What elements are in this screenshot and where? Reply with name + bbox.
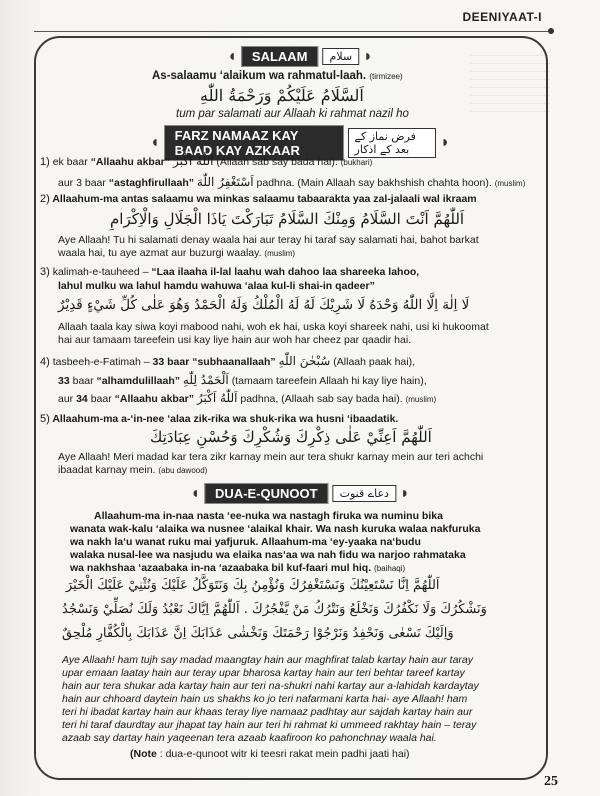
- qunoot-title-urdu: دعاے قنوت: [333, 485, 396, 502]
- qunoot-arabic-1: اَللّٰهُمَّ اِنَّا نَسْتَعِيْنُكَ وَنَسْتَغْفِرُكَ وَنُؤْمِنُ بِكَ وَنَتَوَكَّلُ عَلَيْكَ وَنُثْنِيْ عَلَيْكَ الْخَيْرَ: [66, 578, 440, 593]
- azkaar-item-5-arabic: اَللّٰهُمَّ اَعِنِّيْ عَلٰى ذِكْرِكَ وَشُكْرِكَ وَحُسْنِ عِبَادَتِكَ: [150, 428, 432, 446]
- salaam-arabic: اَلسَّلَامُ عَلَيْكُمْ وَرَحْمَةُ اللّٰهِ: [200, 86, 364, 105]
- qunoot-meaning-6: teri hi taraf daurdtay aur jhapat tay hain aur teri hi rahmat ki ummeed rakhtay hain – teray: [62, 719, 477, 731]
- qunoot-meaning-2: upar emaan laatay hain aur teray upar bharosa kartay hain aur teri behtar tareef kartay: [62, 667, 465, 679]
- azkaar-item-5-meaning1: Aye Allaah! Meri madad kar tera zikr karnay mein aur tera shukr karnay mein aur teri achchi: [58, 451, 484, 463]
- banner-cap-left-icon: ◖: [227, 47, 237, 65]
- azkaar-item-5-translit: 5) Allaahum-ma a-‘in-nee ‘alaa zik-rika wa shuk-rika wa husni ‘ibaadatik.: [40, 413, 399, 425]
- banner-cap-right-icon: ◗: [363, 47, 373, 65]
- azkaar-item-5-meaning2: ibaadat karnay mein. (abu dawood): [58, 464, 208, 476]
- qunoot-meaning-1: Aye Allaah! ham tujh say madad maangtay hain aur maghfirat talab kartay hain aur taray: [62, 654, 473, 666]
- salaam-title-urdu: سلام: [323, 48, 360, 65]
- azkaar-item-4-line1: 4) tasbeeh-e-Fatimah – 33 baar “subhaanallaah” سُبْحٰنَ اللّٰهِ (Allaah paak hai),: [40, 354, 415, 368]
- azkaar-item-3-meaning2: hai aur tamaam tareefein usi kay liye hain aur woh har cheez par qaadir hai.: [58, 334, 412, 346]
- qunoot-banner: [190, 483, 409, 504]
- banner-cap-right-icon: ◗: [399, 484, 410, 502]
- qunoot-note: (Note : dua-e-qunoot witr ki teesri rakat mein padhi jaati hai): [130, 748, 410, 760]
- azkaar-item-4-line2: 33 baar “alhamdulillaah” اَلْحَمْدُ لِلّٰهِ (tamaam tareefein Allaah hi kay liye hain),: [58, 373, 427, 387]
- qunoot-arabic-2: وَنَشْكُرُكَ وَلَا نَكْفُرُكَ وَنَخْلَعُ وَنَتْرُكُ مَنْ يَّفْجُرُكَ . اَللّٰهُمَّ اِيَّاكَ نَعْبُدُ وَلَكَ نُصَلِّيْ وَنَسْجُدُ: [62, 602, 487, 617]
- qunoot-meaning-3: hain aur tera shukar ada kartay hain aur teri na-shukri nahi kartay aur a-lahidah kardaytay: [62, 680, 479, 692]
- qunoot-translit-2: wanata wak-kalu ‘alaika wa nusnee ‘alaikal khair. Wa nash kuruka walaa nakfuruka: [70, 523, 481, 535]
- qunoot-translit-4: walaka nusal-lee wa nasjudu wa elaika nas‘aa wa nah fidu wa narjoo rahmataka: [70, 549, 466, 561]
- azkaar-item-1-line2: aur 3 baar “astaghfirullaah” اَسْتَغْفِرُ اللّٰهَ padhna. (Main Allaah say bakhshish chahta hoon). (muslim): [58, 175, 526, 189]
- azkaar-title-urdu: فرض نماز کے بعد کے اذکار: [348, 128, 437, 158]
- page-header: DEENIYAAT-I: [462, 10, 542, 24]
- qunoot-meaning-7: azaab say dartay hain yaqeenan tera azaab kaafiroon ko pahonchnay waala hai.: [62, 732, 437, 744]
- salaam-title: SALAAM: [241, 46, 319, 67]
- azkaar-title: FARZ NAMAAZ KAY BAAD KAY AZKAAR: [164, 125, 344, 161]
- banner-cap-right-icon: ◗: [440, 134, 450, 151]
- page-number: 25: [544, 774, 558, 789]
- azkaar-item-1-line1: 1) ek baar “Allaahu akbar” اَللّٰهُ اَكْبَرُ (Allaah sab say bada hai). (bukhari): [40, 154, 373, 168]
- salaam-banner: [227, 46, 373, 67]
- azkaar-item-3-line2: lahul mulku wa lahul hamdu wahuwa ‘alaa kul-li shai-in qadeer”: [58, 280, 375, 292]
- qunoot-arabic-3: وَاِلَيْكَ نَسْعٰى وَنَحْفِدُ وَنَرْجُوْا رَحْمَتَكَ وَنَخْشٰى عَذَابَكَ اِنَّ عَذَابَكَ بِالْكُفَّارِ مُلْحِقٌ: [62, 626, 454, 641]
- qunoot-meaning-4: hain aur chhoard daytein hain us shakhs ko jo teri nafarmani karta hai- aye Allaah! ham: [62, 693, 468, 705]
- azkaar-item-2-translit: 2) Allaahum-ma antas salaamu wa minkas salaamu tabaarakta yaa zal-jalaali wal ikraam: [40, 193, 477, 205]
- azkaar-item-3-meaning1: Allaah taala kay siwa koyi mabood nahi, woh ek hai, uska koyi shareek nahi, usi ki hukoomat: [58, 321, 489, 333]
- qunoot-title: DUA-E-QUNOOT: [204, 483, 329, 504]
- qunoot-translit-3: wa nakh la‘u wanat ruku mai yafjuruk. Allaahum-ma ‘ey-yaaka na‘budu: [70, 536, 421, 548]
- qunoot-meaning-5: teri hi ibadat kartay hain aur khaas teray liye namaaz padhtay aur sajdah kartay hain aur: [62, 706, 473, 718]
- salaam-translit: As-salaamu ‘alaikum wa rahmatul-laah. (tirmizee): [152, 70, 403, 82]
- azkaar-item-2-meaning1: Aye Allaah! Tu hi salamati denay waala hai aur teray hi taraf say salamati hai, bahot barkat: [58, 234, 479, 246]
- header-dot: [548, 28, 554, 34]
- banner-cap-left-icon: ◖: [150, 134, 160, 151]
- azkaar-item-3-line1: 3) kalimah-e-tauheed – “Laa ilaaha il-lal laahu wah dahoo laa shareeka lahoo,: [40, 266, 420, 278]
- azkaar-item-2-meaning2: waala hai, tu aye azmat aur buzurgi waalay. (muslim): [58, 247, 296, 259]
- banner-cap-left-icon: ◖: [190, 484, 201, 502]
- salaam-meaning: tum par salamati aur Allaah ki rahmat nazil ho: [176, 108, 409, 120]
- azkaar-item-3-arabic: لَا اِلٰهَ اِلَّا اللّٰهُ وَحْدَهُ لَا شَرِيْكَ لَهُ لَهُ الْمُلْكُ وَلَهُ الْحَمْدُ وَهُوَ عَلٰى كُلِّ شَيْءٍ قَدِيْرٌ: [58, 297, 470, 313]
- header-rule: [34, 31, 548, 32]
- qunoot-translit-5: wa nakhshaa ‘azaabaka in-na ‘azaabaka bil kuf-faari mul hiq. (baihaqi): [70, 562, 406, 574]
- qunoot-translit-1: Allaahum-ma in-naa nasta ‘ee-nuka wa nastagh firuka wa numinu bika: [94, 510, 443, 522]
- azkaar-item-4-line3: aur 34 baar “Allaahu akbar” اَللّٰهُ اَكْبَرُ padhna, (Allaah sab say bada hai). (muslim): [58, 391, 437, 405]
- azkaar-item-2-arabic: اَللّٰهُمَّ اَنْتَ السَّلَامُ وَمِنْكَ السَّلَامُ تَبَارَكْتَ يَاذَا الْجَلَالِ وَالْاِكْرَامِ: [110, 210, 465, 228]
